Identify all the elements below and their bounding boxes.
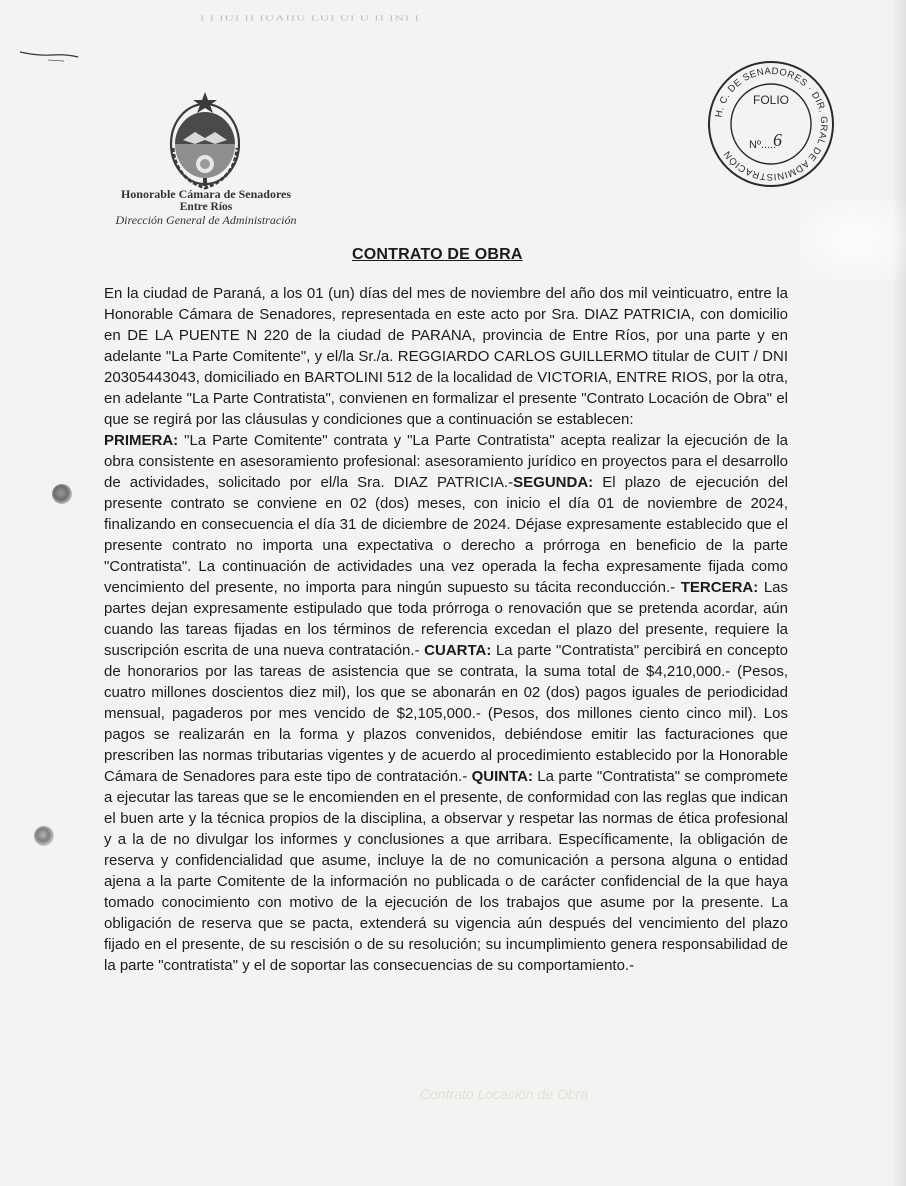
clause-text: La parte "Contratista" se compromete a ejecutar las tareas que se le encomienden en el presente, de conformidad con las reglas que indican el buen arte y la técnica propios de la disciplina, a observar y respetar las normas de ética profesional y a la de no divulgar los informes y conclusiones a que arribara. Específicamente, la obligación de reserva y confidencialidad que asume, incluye la de no comunicación a persona alguna o entidad ajena a la parte Comitente de la información no publicada o de carácter confidencial de la que haya tomado conocimiento con motivo de la ejecución de los trabajos que asume por la presente. La obligación de reserva que se pacta, extenderá su vigencia aún después del vencimiento del plazo fijado en el presente, de su rescisión o de su resolución; su incumplimiento genera responsabilidad de la parte "contratista" y el de soportar las consecuencias de su comportamiento.- bbox=[104, 768, 788, 974]
contract-intro: En la ciudad de Paraná, a los 01 (un) días del mes de noviembre del año dos mil veinticuatro, entre la Honorable Cámara de Senadores, representada en este acto por Sra. DIAZ PATRICIA, con domicilio en DE LA PUENTE N 220 de la ciudad de PARANA, provincia de Entre Ríos, por una parte y en adelante "La Parte Comitente", y el/la Sr./a. REGGIARDO CARLOS GUILLERMO titular de CUIT / DNI 20305443043, domiciliado en BARTOLINI 512 de la localidad de VICTORIA, ENTRE RIOS, por la otra, en adelante "La Parte Contratista", convienen en formalizar el presente "Contrato Locación de Obra" el que se regirá por las cláusulas y condiciones que a continuación se establecen: bbox=[104, 285, 788, 428]
institution-direction: Dirección General de Administración bbox=[115, 213, 297, 227]
paper-smudge bbox=[800, 200, 906, 280]
pen-mark bbox=[18, 44, 80, 66]
clause-text: Las partes dejan expresamente estipulado que toda prórroga o renovación que se pretenda acordar, aún cuando las tareas fijadas en los términos de referencia excedan el plazo del presente, requiere la suscripción escrita de una nueva contratación.- bbox=[104, 579, 789, 659]
clause-heading: PRIMERA: bbox=[104, 432, 179, 449]
page-edge-shadow bbox=[892, 0, 906, 1186]
contract-body bbox=[104, 283, 788, 976]
stamp-number-prefix: Nº..... bbox=[749, 139, 777, 151]
clause-heading: SEGUNDA: bbox=[513, 474, 594, 491]
clause-text: "La Parte Comitente" contrata y "La Parte Contratista" acepta realizar la ejecución de la obra consistente en asesoramiento profesional: asesoramiento jurídico en proyectos para el desarrollo de actividades, solicitado por el/la Sra. DIAZ PATRICIA.- bbox=[104, 432, 788, 491]
stamp-ring-text: H. C. DE SENADORES · DIR. GRAL DE ADMINISTRACIÓN bbox=[713, 65, 830, 183]
clause-heading: QUINTA: bbox=[471, 768, 533, 785]
stamp-number-value: 6 bbox=[773, 130, 782, 150]
clause-heading: CUARTA: bbox=[424, 642, 492, 659]
bleed-through-text: Contrato Locación de Obra bbox=[420, 1086, 589, 1102]
punch-hole bbox=[52, 484, 72, 504]
entre-rios-emblem bbox=[165, 88, 245, 192]
institution-name: Honorable Cámara de Senadores bbox=[120, 187, 292, 201]
punch-hole bbox=[34, 826, 54, 846]
institution-province: Entre Ríos bbox=[179, 201, 233, 213]
clause-heading: TERCERA: bbox=[680, 579, 759, 596]
clause-text: El plazo de ejecución del presente contrato se conviene en 02 (dos) meses, con inicio el día 01 de noviembre de 2024, finalizando en consecuencia el día 31 de diciembre de 2024. Déjase expresamente establecido que el presente contrato no importa una expectativa o derecho a prórroga en beneficio de la parte "Contratista". La continuación de actividades una vez operada la fecha expresamente fijada como vencimiento del presente, no importa para ningún supuesto su tácita reconducción.- bbox=[104, 474, 788, 596]
top-bleed-text: I I IUI II IUAIIU LUI UI U II INI I bbox=[200, 13, 420, 23]
institution-block bbox=[90, 188, 322, 227]
document-title: CONTRATO DE OBRA bbox=[352, 246, 523, 263]
stamp-folio-label: FOLIO bbox=[753, 93, 790, 107]
folio-stamp bbox=[705, 58, 837, 190]
clause-text: La parte "Contratista" percibirá en concepto de honorarios por las tareas de asistencia que se contrata, la suma total de $4,210,000.- (Pesos, cuatro millones doscientos diez mil), los que se abonarán en 02 (dos) pagos iguales de periodicidad mensual, pagaderos por mes vencido de $2,105,000.- (Pesos, dos millones ciento cinco mil). Los pagos se realizarán en la forma y plazos convenidos, debiéndose emitir las facturaciones que prescriben las normas tributarias vigentes y de acuerdo al procedimiento establecido por la Honorable Cámara de Senadores para este tipo de contratación.- bbox=[104, 642, 788, 785]
